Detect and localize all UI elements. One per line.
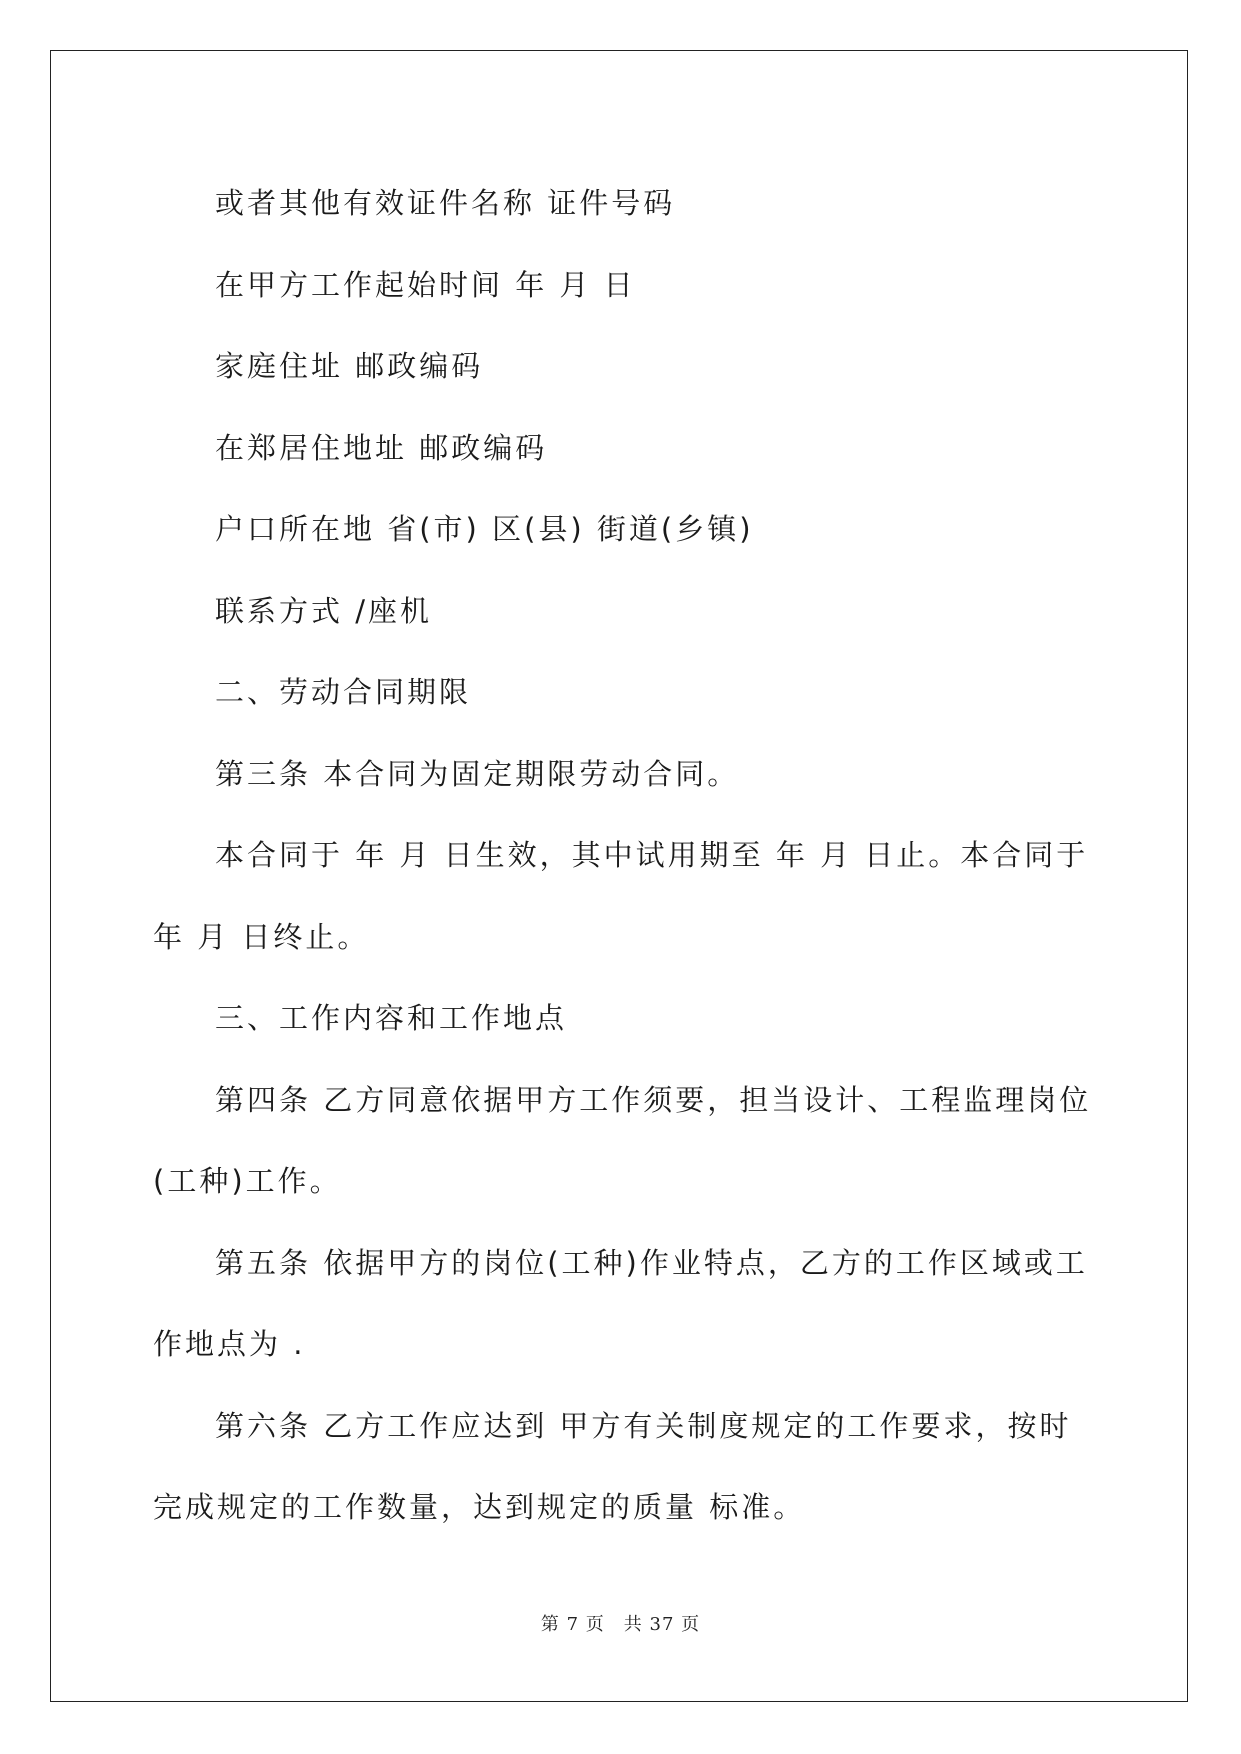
paragraph: 户口所在地 省(市) 区(县) 街道(乡镇)	[215, 512, 754, 546]
paragraph: 家庭住址 邮政编码	[215, 349, 484, 383]
paragraph: 本合同于 年 月 日生效，其中试用期至 年 月 日止。本合同于年 月 日终止。	[153, 838, 1089, 954]
document-body	[153, 163, 1093, 1549]
page-number-footer: 第 7 页 共 37 页	[540, 1614, 701, 1635]
paragraph: 第五条 依据甲方的岗位(工种)作业特点，乙方的工作区域或工作地点为 .	[153, 1245, 1088, 1361]
paragraph: 或者其他有效证件名称 证件号码	[215, 186, 676, 220]
paragraph: 在郑居住地址 邮政编码	[215, 430, 548, 465]
paragraph: 联系方式 /座机	[215, 593, 432, 628]
paragraph: 在甲方工作起始时间 年 月 日	[215, 267, 636, 302]
section-heading: 三、工作内容和工作地点	[215, 1001, 568, 1035]
paragraph: 第四条 乙方同意依据甲方工作须要，担当设计、工程监理岗位(工种)工作。	[153, 1082, 1092, 1198]
section-heading: 二、劳动合同期限	[215, 675, 472, 709]
paragraph: 第三条 本合同为固定期限劳动合同。	[215, 756, 740, 791]
paragraph: 第六条 乙方工作应达到 甲方有关制度规定的工作要求，按时完成规定的工作数量，达到规定的质量 标准。	[153, 1408, 1072, 1524]
